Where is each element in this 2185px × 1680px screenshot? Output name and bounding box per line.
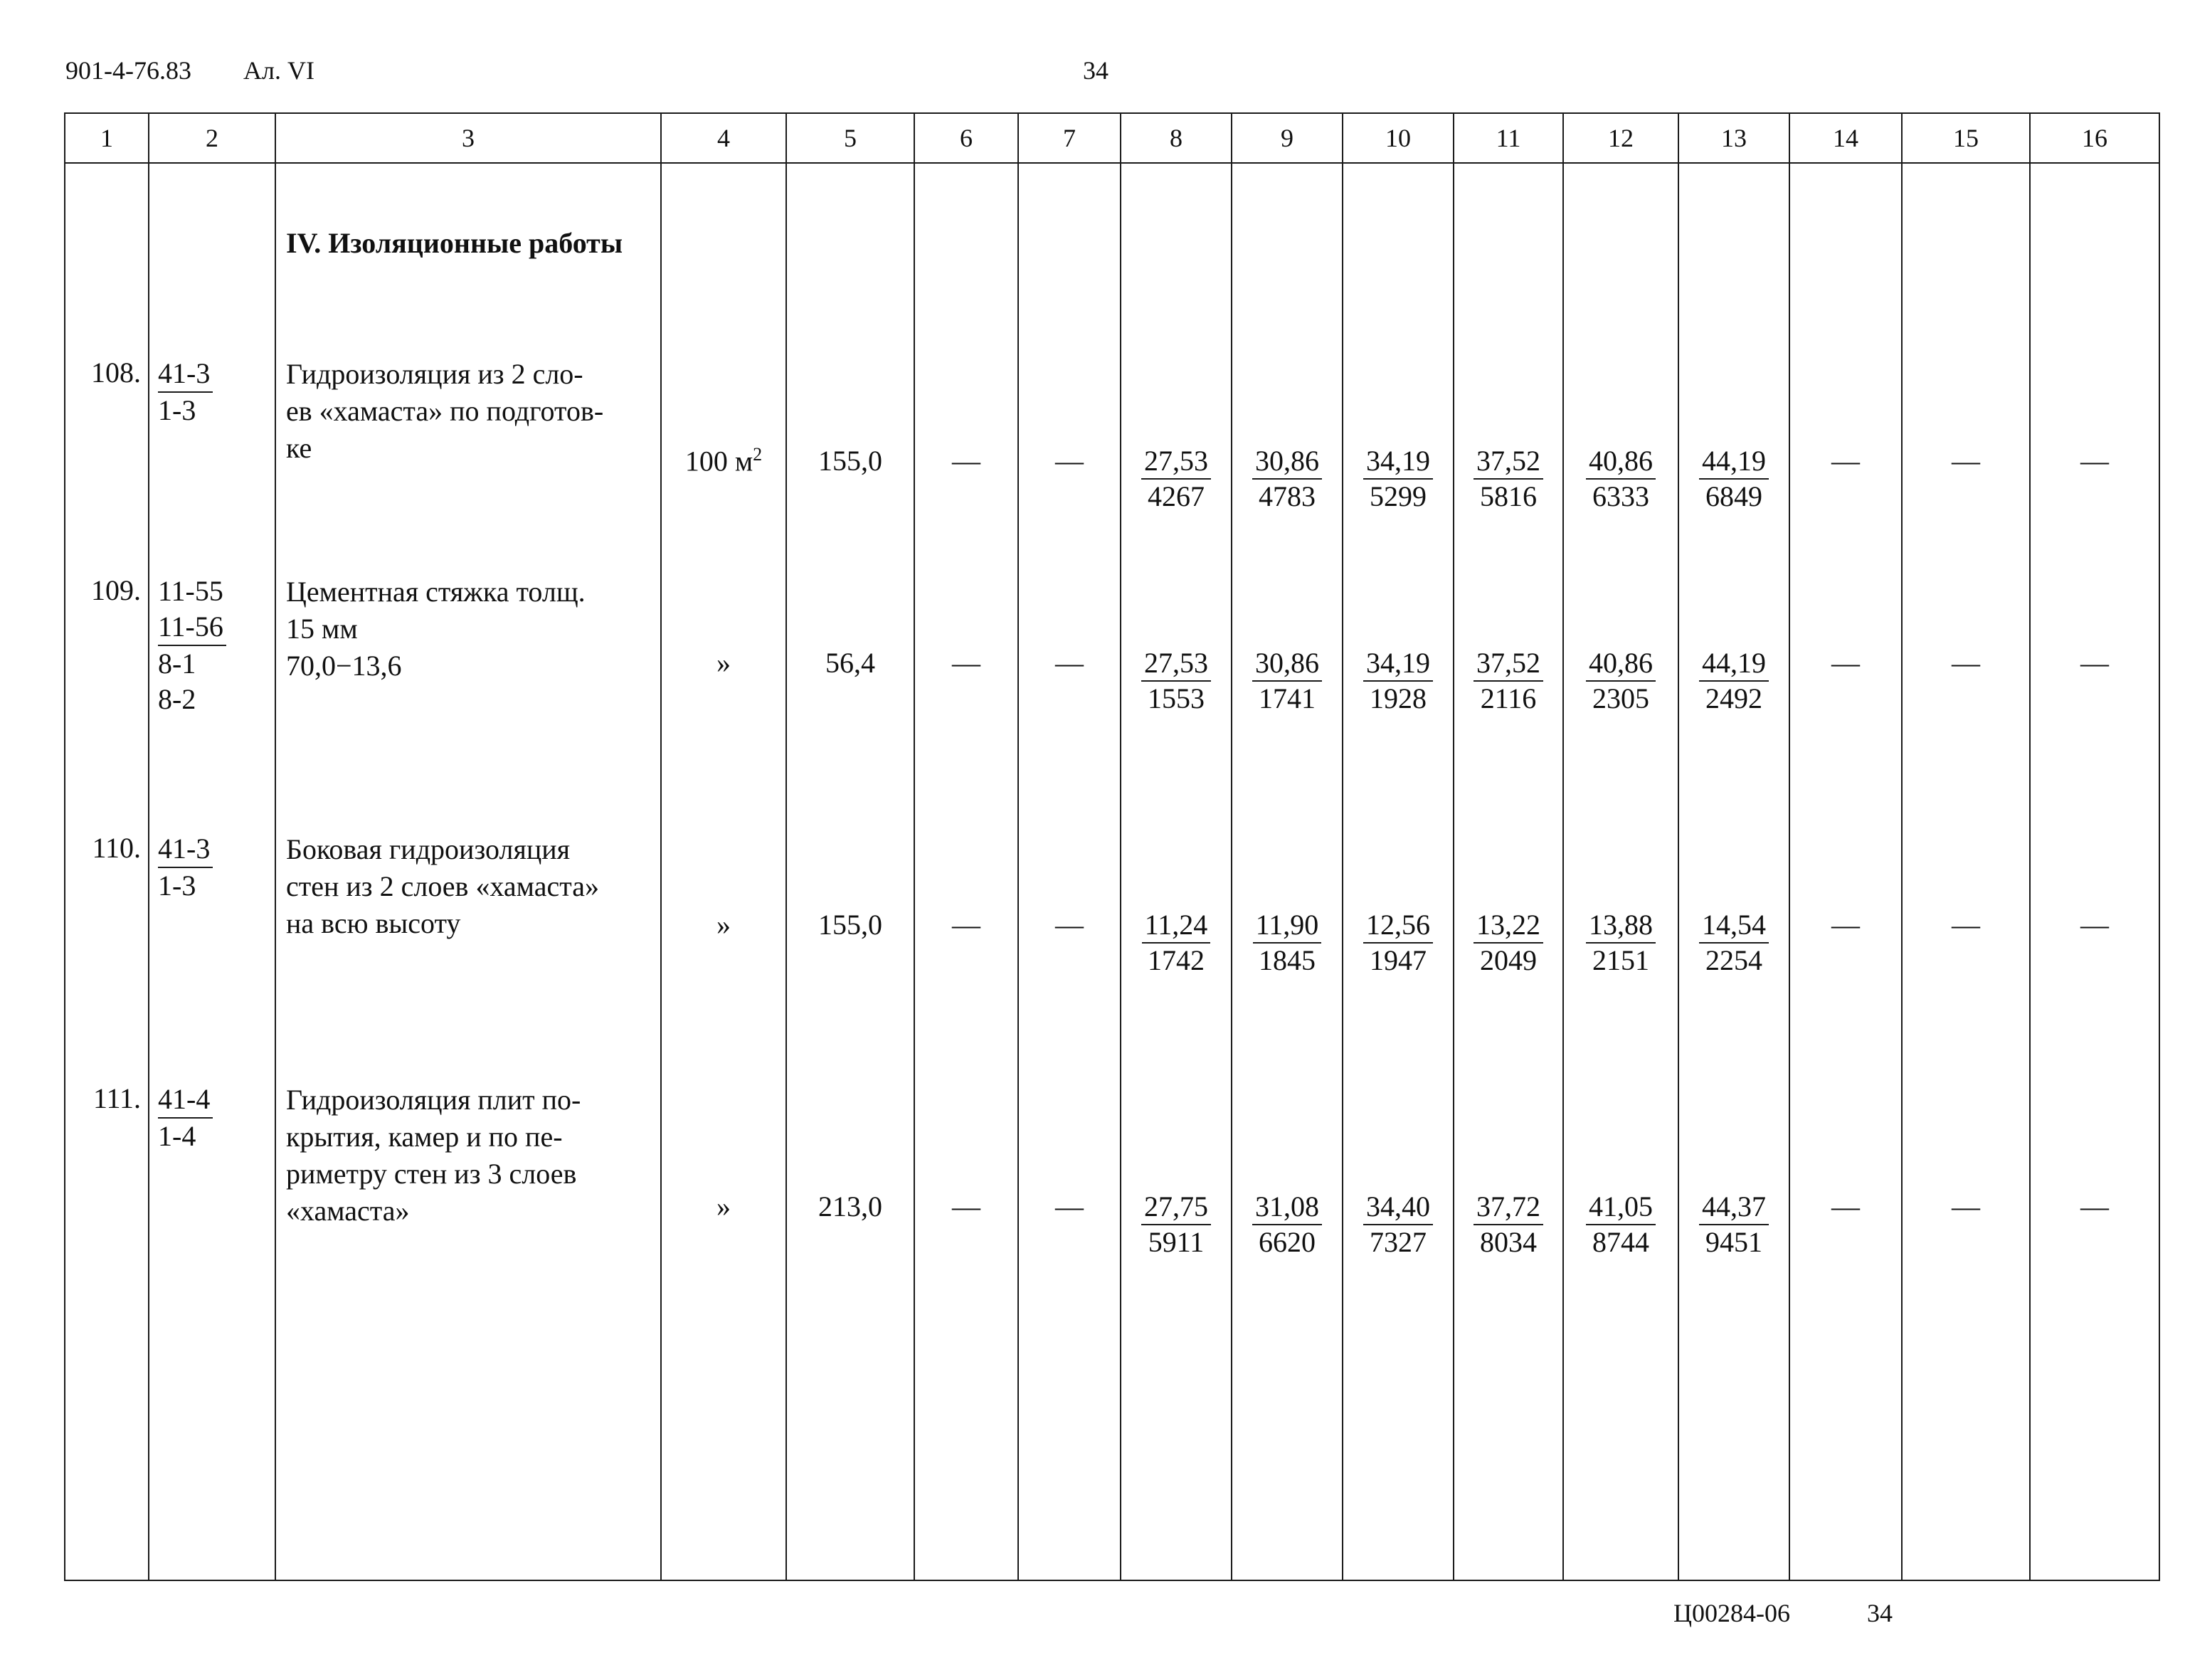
- document-code: 901-4-76.83: [65, 56, 191, 85]
- price-fraction-value: [1586, 646, 1656, 716]
- unit: [662, 646, 785, 680]
- price-column-9: [1232, 163, 1343, 1580]
- price-denominator: 5911: [1148, 1226, 1205, 1258]
- item-number-column: [65, 163, 149, 1580]
- price-fraction: [1232, 646, 1342, 716]
- price-fraction: [1564, 444, 1678, 514]
- column-14: [1789, 163, 1902, 1580]
- section-title: IV. Изоляционные работы: [286, 227, 623, 259]
- work-description: [276, 356, 660, 467]
- price-numerator: 30,86: [1252, 444, 1322, 480]
- unit-column: [661, 163, 786, 1580]
- price-numerator: 11,90: [1253, 908, 1322, 944]
- item-number: 110.: [92, 832, 141, 864]
- column-header: 6: [914, 113, 1018, 163]
- price-fraction: [1564, 646, 1678, 716]
- price-denominator: 1741: [1259, 682, 1316, 714]
- norm-code-column: [149, 163, 275, 1580]
- price-fraction-value: [1141, 646, 1211, 716]
- unit-label: »: [716, 647, 731, 679]
- price-numerator: 41,05: [1586, 1190, 1656, 1225]
- price-fraction: [1121, 646, 1231, 716]
- price-fraction: [1679, 646, 1789, 716]
- norm-code: [149, 356, 275, 428]
- price-fraction-value: [1363, 646, 1433, 716]
- column-6-value: —: [952, 1190, 980, 1222]
- price-fraction-value: [1699, 444, 1769, 514]
- work-description-line: ке: [286, 432, 312, 464]
- price-column-13: [1678, 163, 1789, 1580]
- price-numerator: 12,56: [1363, 908, 1433, 944]
- column-header: 3: [275, 113, 661, 163]
- price-fraction: [1564, 908, 1678, 978]
- unit: [662, 908, 785, 941]
- price-fraction: [1454, 646, 1562, 716]
- price-column-8: [1121, 163, 1232, 1580]
- price-fraction-value: [1363, 444, 1433, 514]
- column-header: 10: [1343, 113, 1454, 163]
- work-description-line: Боковая гидроизоляция: [286, 833, 571, 865]
- work-description-line: крытия, камер и по пе-: [286, 1121, 563, 1153]
- price-numerator: 13,22: [1474, 908, 1543, 944]
- price-numerator: 37,72: [1474, 1190, 1543, 1225]
- column-header: 15: [1902, 113, 2030, 163]
- item-number: 109.: [91, 574, 141, 606]
- work-description-line: «хамаста»: [286, 1195, 410, 1227]
- column-header: 11: [1454, 113, 1563, 163]
- price-fraction: [1454, 908, 1562, 978]
- price-fraction: [1232, 1190, 1342, 1259]
- price-numerator: 34,19: [1363, 646, 1433, 682]
- work-description: [276, 574, 660, 685]
- column-6: [914, 163, 1018, 1580]
- price-denominator: 2305: [1592, 682, 1649, 714]
- price-numerator: 34,40: [1363, 1190, 1433, 1225]
- price-denominator: 9451: [1705, 1226, 1762, 1258]
- unit-label: 100 м: [684, 445, 753, 477]
- sheet-label: Ал. VI: [243, 56, 314, 85]
- work-description-line: Цементная стяжка толщ.: [286, 576, 586, 608]
- price-fraction-value: [1474, 908, 1543, 978]
- price-fraction: [1121, 1190, 1231, 1259]
- price-fraction: [1679, 444, 1789, 514]
- column-16-value: —: [2080, 647, 2109, 679]
- price-numerator: 27,53: [1141, 444, 1211, 480]
- work-description-line: на всю высоту: [286, 907, 461, 939]
- column-header: 5: [786, 113, 914, 163]
- price-fraction: [1232, 908, 1342, 978]
- column-number-row: [65, 113, 2159, 163]
- quantity: 155,0: [818, 909, 882, 941]
- price-denominator: 1928: [1370, 682, 1427, 714]
- quantity: 213,0: [818, 1190, 882, 1222]
- price-fraction: [1679, 1190, 1789, 1259]
- table-body-row: [65, 163, 2159, 1580]
- column-6-value: —: [952, 909, 980, 941]
- price-numerator: 44,37: [1699, 1190, 1769, 1225]
- item-number: 111.: [92, 1082, 141, 1114]
- column-14-value: —: [1831, 445, 1860, 477]
- column-header: 8: [1121, 113, 1232, 163]
- price-fraction: [1679, 908, 1789, 978]
- column-7-value: —: [1055, 1190, 1084, 1222]
- price-numerator: 40,86: [1586, 444, 1656, 480]
- column-16-value: —: [2080, 445, 2109, 477]
- unit-label: »: [716, 909, 731, 941]
- norm-code-line: 41-4: [158, 1082, 213, 1119]
- price-fraction-value: [1363, 908, 1433, 978]
- price-fraction-value: [1586, 444, 1656, 514]
- price-fraction-value: [1699, 1190, 1769, 1259]
- price-fraction: [1343, 444, 1453, 514]
- column-7-value: —: [1055, 909, 1084, 941]
- norm-code: [149, 1082, 275, 1154]
- norm-code-line: 41-3: [158, 831, 213, 868]
- quantity: 56,4: [825, 647, 875, 679]
- price-denominator: 2151: [1592, 944, 1649, 976]
- price-fraction-value: [1586, 1190, 1656, 1259]
- price-fraction-value: [1586, 908, 1656, 978]
- price-denominator: 2049: [1480, 944, 1537, 976]
- price-denominator: 4267: [1148, 480, 1205, 512]
- column-7-value: —: [1055, 445, 1084, 477]
- price-denominator: 2492: [1705, 682, 1762, 714]
- work-description-column: [275, 163, 661, 1580]
- price-fraction-value: [1363, 1190, 1433, 1259]
- norm-code-line: 1-3: [158, 870, 196, 902]
- price-fraction-value: [1699, 646, 1769, 716]
- price-fraction-value: [1474, 646, 1543, 716]
- price-fraction: [1232, 444, 1342, 514]
- column-16: [2030, 163, 2159, 1580]
- unit-superscript: 2: [753, 444, 763, 465]
- price-denominator: 7327: [1370, 1226, 1427, 1258]
- price-denominator: 6849: [1705, 480, 1762, 512]
- column-15-value: —: [1952, 1190, 1980, 1222]
- price-numerator: 44,19: [1699, 646, 1769, 682]
- price-fraction-value: [1141, 444, 1211, 514]
- norm-code: [149, 574, 275, 717]
- work-description: [276, 1082, 660, 1230]
- column-15-value: —: [1952, 909, 1980, 941]
- price-denominator: 2254: [1705, 944, 1762, 976]
- column-header: 14: [1789, 113, 1902, 163]
- column-header: 16: [2030, 113, 2159, 163]
- unit-label: »: [716, 1190, 731, 1222]
- norm-code-line: 11-55: [158, 575, 223, 607]
- footer-code: Ц00284-06: [1673, 1599, 1790, 1627]
- price-denominator: 1553: [1148, 682, 1205, 714]
- price-column-10: [1343, 163, 1454, 1580]
- price-numerator: 13,88: [1586, 908, 1656, 944]
- column-15-value: —: [1952, 445, 1980, 477]
- price-numerator: 40,86: [1586, 646, 1656, 682]
- price-numerator: 31,08: [1252, 1190, 1322, 1225]
- column-16-value: —: [2080, 909, 2109, 941]
- column-header: 13: [1678, 113, 1789, 163]
- norm-code-line: 41-3: [158, 356, 213, 393]
- work-description: [276, 831, 660, 942]
- page-number: 34: [1083, 56, 1109, 85]
- column-7-value: —: [1055, 647, 1084, 679]
- price-fraction-value: [1253, 908, 1322, 978]
- column-header: 4: [661, 113, 786, 163]
- price-numerator: 37,52: [1474, 444, 1543, 480]
- price-denominator: 6620: [1259, 1226, 1316, 1258]
- work-description-line: стен из 2 слоев «хамаста»: [286, 870, 599, 902]
- price-numerator: 27,75: [1141, 1190, 1211, 1225]
- price-fraction-value: [1142, 908, 1211, 978]
- price-fraction-value: [1474, 444, 1543, 514]
- work-description-line: 70,0−13,6: [286, 650, 402, 682]
- price-fraction: [1454, 1190, 1562, 1259]
- price-denominator: 1742: [1147, 944, 1205, 976]
- unit: [662, 1190, 785, 1223]
- price-numerator: 27,53: [1141, 646, 1211, 682]
- price-column-11: [1454, 163, 1563, 1580]
- estimate-table: [64, 112, 2160, 1581]
- column-7: [1018, 163, 1121, 1580]
- quantity-column: [786, 163, 914, 1580]
- price-numerator: 34,19: [1363, 444, 1433, 480]
- price-fraction-value: [1252, 646, 1322, 716]
- column-15-value: —: [1952, 647, 1980, 679]
- quantity: 155,0: [818, 445, 882, 477]
- column-header: 9: [1232, 113, 1343, 163]
- work-description-line: риметру стен из 3 слоев: [286, 1158, 577, 1190]
- price-fraction-value: [1474, 1190, 1543, 1259]
- item-number: 108.: [91, 356, 141, 389]
- unit: [662, 444, 785, 477]
- work-description-line: Гидроизоляция плит по-: [286, 1084, 581, 1116]
- price-denominator: 5299: [1370, 480, 1427, 512]
- norm-code-line: 1-4: [158, 1120, 196, 1152]
- column-14-value: —: [1831, 1190, 1860, 1222]
- price-numerator: 11,24: [1142, 908, 1211, 944]
- price-denominator: 2116: [1480, 682, 1537, 714]
- price-denominator: 1845: [1258, 944, 1316, 976]
- price-fraction: [1454, 444, 1562, 514]
- work-description-line: 15 мм: [286, 613, 358, 645]
- price-numerator: 30,86: [1252, 646, 1322, 682]
- norm-code-line: 1-3: [158, 394, 196, 426]
- price-fraction: [1343, 908, 1453, 978]
- price-fraction: [1343, 646, 1453, 716]
- norm-code-line: 8-2: [158, 683, 196, 715]
- column-6-value: —: [952, 445, 980, 477]
- work-description-line: Гидроизоляция из 2 сло-: [286, 358, 583, 390]
- price-fraction: [1121, 444, 1231, 514]
- price-fraction-value: [1141, 1190, 1211, 1259]
- price-denominator: 8034: [1480, 1226, 1537, 1258]
- column-15: [1902, 163, 2030, 1580]
- column-header: 7: [1018, 113, 1121, 163]
- column-16-value: —: [2080, 1190, 2109, 1222]
- price-denominator: 1947: [1370, 944, 1427, 976]
- column-header: 12: [1563, 113, 1678, 163]
- column-header: 2: [149, 113, 275, 163]
- price-denominator: 6333: [1592, 480, 1649, 512]
- price-numerator: 14,54: [1699, 908, 1769, 944]
- footer-page-number: 34: [1867, 1599, 1893, 1627]
- price-fraction: [1343, 1190, 1453, 1259]
- work-description-line: ев «хамаста» по подготов-: [286, 395, 604, 427]
- price-fraction-value: [1699, 908, 1769, 978]
- price-denominator: 8744: [1592, 1226, 1649, 1258]
- price-fraction: [1121, 908, 1231, 978]
- norm-code-line: 8-1: [158, 648, 196, 680]
- price-denominator: 5816: [1480, 480, 1537, 512]
- price-numerator: 44,19: [1699, 444, 1769, 480]
- price-denominator: 4783: [1259, 480, 1316, 512]
- price-fraction-value: [1252, 1190, 1322, 1259]
- column-14-value: —: [1831, 647, 1860, 679]
- price-fraction: [1564, 1190, 1678, 1259]
- column-14-value: —: [1831, 909, 1860, 941]
- column-6-value: —: [952, 647, 980, 679]
- norm-code: [149, 831, 275, 904]
- column-header: 1: [65, 113, 149, 163]
- price-numerator: 37,52: [1474, 646, 1543, 682]
- price-column-12: [1563, 163, 1678, 1580]
- price-fraction-value: [1252, 444, 1322, 514]
- norm-code-line: 11-56: [158, 609, 226, 646]
